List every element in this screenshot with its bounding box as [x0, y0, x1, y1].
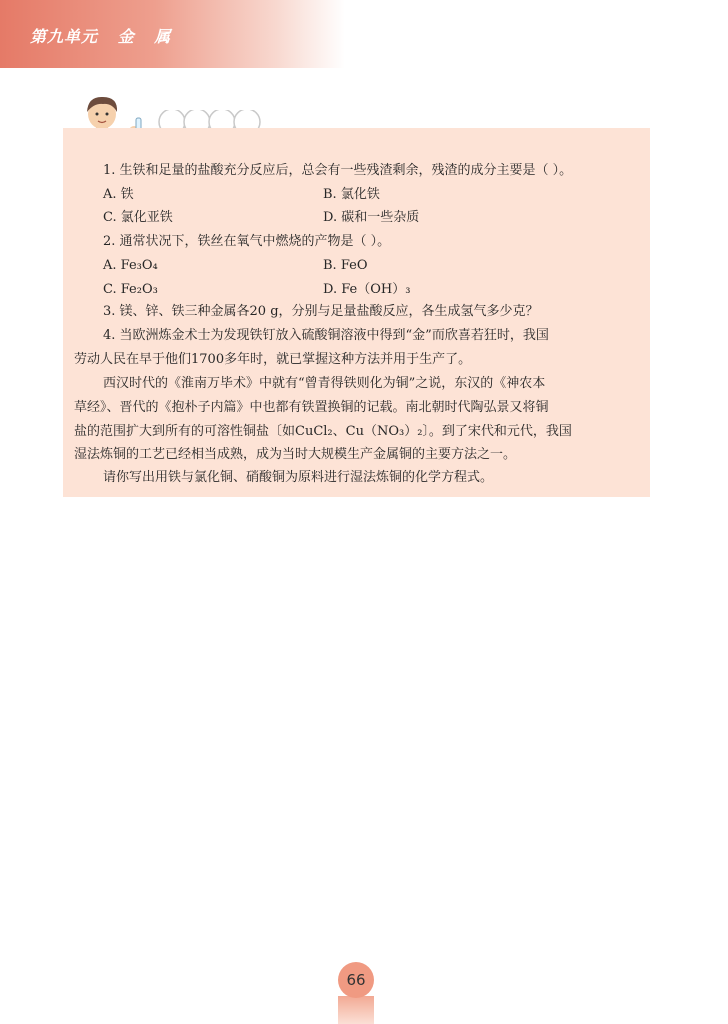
question-1-option-b: B. 氯化铁	[323, 187, 380, 202]
question-2-stem: 2. 通常状况下，铁丝在氧气中燃烧的产物是（ ）。	[103, 234, 391, 249]
question-4-line: 草经》、晋代的《抱朴子内篇》中也都有铁置换铜的记载。南北朝时代陶弘景又将铜	[74, 400, 549, 415]
question-4-line: 请你写出用铁与氯化铜、硝酸铜为原料进行湿法炼铜的化学方程式。	[103, 470, 494, 485]
question-2-option-c: C. Fe₂O₃	[103, 282, 158, 297]
question-1-option-a: A. 铁	[103, 187, 134, 202]
question-4-line: 西汉时代的《淮南万毕术》中就有“曾青得铁则化为铜”之说，东汉的《神农本	[103, 376, 546, 391]
question-1-option-d: D. 碳和一些杂质	[323, 210, 420, 225]
question-4-line: 劳动人民在早于他们1700多年时，就已掌握这种方法并用于生产了。	[74, 352, 472, 367]
question-3: 3. 镁、锌、铁三种金属各20 g，分别与足量盐酸反应，各生成氢气多少克？	[103, 304, 539, 319]
question-2-option-a: A. Fe₃O₄	[103, 258, 158, 273]
question-1-stem: 1. 生铁和足量的盐酸充分反应后，总会有一些残渣剩余，残渣的成分主要是（ ）。	[103, 163, 573, 178]
page-number: 66	[338, 962, 374, 998]
unit-title: 第九单元 金 属	[30, 27, 172, 46]
unit-header-banner	[0, 0, 345, 68]
question-2-option-b: B. FeO	[323, 258, 368, 273]
question-2-option-d: D. Fe（OH）₃	[323, 282, 411, 297]
question-4-line: 4. 当欧洲炼金术士为发现铁钉放入硫酸铜溶液中得到“金”而欣喜若狂时，我国	[103, 328, 549, 343]
question-4-line: 湿法炼铜的工艺已经相当成熟，成为当时大规模生产金属铜的主要方法之一。	[74, 447, 517, 462]
question-1-option-c: C. 氯化亚铁	[103, 210, 173, 225]
page-number-tab	[338, 996, 374, 1024]
question-4-line: 盐的范围扩大到所有的可溶性铜盐〔如CuCl₂、Cu（NO₃）₂〕。到了宋代和元代，我国	[74, 424, 572, 439]
